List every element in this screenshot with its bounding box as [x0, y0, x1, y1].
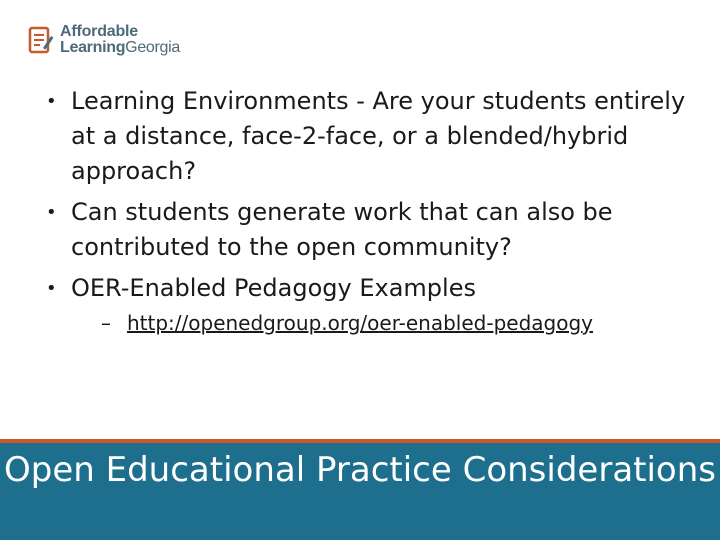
bullet-list: [46, 84, 686, 338]
slide-title: Open Educational Practice Considerations: [4, 450, 716, 490]
title-banner: [0, 439, 720, 540]
logo-wordmark: [60, 24, 180, 56]
bullet-item-learning-environments: [46, 84, 686, 189]
oer-pedagogy-link[interactable]: http://openedgroup.org/oer-enabled-pedagogy: [127, 311, 593, 335]
bullet-text: Learning Environments - Are your students entirely at a distance, face-2-face, or a blended/hybrid approach?: [71, 87, 686, 185]
logo-word-georgia: Georgia: [125, 39, 180, 56]
logo-word-learning: Learning: [60, 39, 126, 56]
sub-bullet-item-link: [71, 308, 686, 338]
bullet-marker: •: [46, 278, 57, 299]
logo-line-learning-georgia: [60, 40, 180, 56]
bullet-text: Can students generate work that can also be contributed to the open community?: [71, 198, 613, 261]
document-pencil-icon: [28, 24, 54, 56]
slide-body: [46, 84, 686, 344]
bullet-item-student-work: [46, 195, 686, 265]
bullet-text: OER-Enabled Pedagogy Examples: [71, 274, 476, 302]
affordable-learning-georgia-logo: [28, 20, 198, 60]
sub-bullet-marker: –: [101, 311, 111, 335]
logo-line-affordable: Affordable: [60, 23, 139, 40]
bullet-marker: •: [46, 91, 57, 112]
bullet-item-oer-pedagogy: [46, 271, 686, 338]
bullet-marker: •: [46, 202, 57, 223]
